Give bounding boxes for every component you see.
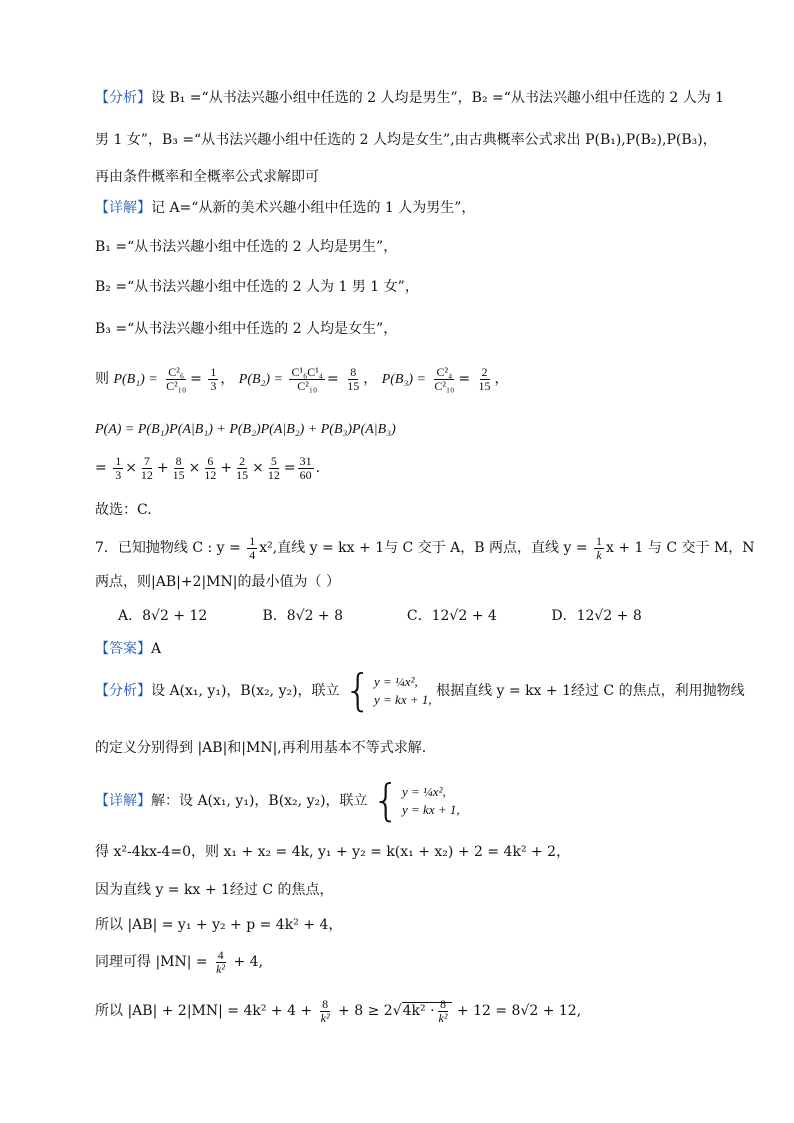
pb2-label: P(B₂) = (238, 372, 284, 387)
total-probability-formula: P(A) = P(B₁)P(A|B₁) + P(B₂)P(A|B₂) + P(B₃)P(A|B₃) (95, 422, 396, 437)
total-probability-result: = $\frac{1}{3}$ × $\frac{7}{12}$ + $\frac{8}{15}$ × $\frac{6}{12}$ + $\frac{2}{15}$ × $\frac{5}{12}$ = $\frac{31}{60}$ . (95, 453, 321, 482)
fraction-1-3: $\frac{1}{3}$ (210, 364, 217, 393)
analysis-line-1 (95, 88, 724, 108)
fraction-2-15: $\frac{2}{15}$ (478, 364, 491, 393)
option-d: D．12√2 + 8 (551, 608, 642, 624)
question-7-options (118, 606, 691, 626)
detail-tag: 【详解】 (95, 200, 151, 216)
question-7-line-2: 两点，则|AB|+2|MN|的最小值为（ ） (95, 574, 340, 590)
analysis-line-3 (95, 167, 319, 187)
analysis-tag: 【分析】 (95, 90, 151, 106)
pb1-label: P(B₁) = (113, 372, 158, 387)
fraction-8-15: $\frac{8}{15}$ (347, 364, 360, 393)
analysis2-line-1: 【分析】设 A(x₁, y₁)，B(x₂, y₂)，联立 { y = ¼x², y = kx + 1, 根据直线 y = kx + 1经过 C 的焦点，利用抛物线 (95, 665, 745, 716)
question-7-line-1: 7．已知抛物线 C : y = $\frac{1}{4}$ x²,直线 y = kx + 1与 C 交于 A，B 两点，直线 y = $\frac{1}{k}$ x + 1 与 C 交于 M，N (95, 533, 755, 562)
detail-text-1: 记 A=“从新的美术兴趣小组中任选的 1 人为男生”， (151, 200, 476, 216)
fraction-c62-c102: $\frac{\text{C²₆}}{\text{C²₁₀}}$ (166, 364, 187, 393)
analysis-line-2 (95, 130, 717, 150)
detail2-line-2: 得 x²-4kx-4=0，则 x₁ + x₂ = 4k, y₁ + y₂ = k(x₁ + x₂) + 2 = 4k² + 2， (95, 844, 571, 860)
event-b3: B₃ =“从书法兴趣小组中任选的 2 人均是女生”， (95, 321, 398, 337)
detail2-line-1: 【详解】解：设 A(x₁, y₁)，B(x₂, y₂)，联立 { y = ¼x², y = kx + 1, (95, 775, 460, 826)
option-c: C．12√2 + 4 (406, 608, 497, 624)
analysis-text-3: 再由条件概率和全概率公式求解即可 (95, 169, 319, 185)
answer-line (95, 639, 161, 659)
event-b1: B₁ =“从书法兴趣小组中任选的 2 人均是男生”， (95, 239, 398, 255)
probability-line: 则 P(B₁) = $\frac{\text{C²₆}}{\text{C²₁₀}}$ = $\frac{1}{3}$ ， P(B₂) = $\frac{\text{C¹₆C¹₄}}{\text{C²₁₀}}$ = $\frac{8}{15}$ ， P(B₃) = $\frac{\text{C²₄}}{\text{C²₁₀}}$ = $\frac{2}{15}$ ， (95, 364, 509, 393)
fraction-c61c41-c102: $\frac{\text{C¹₆C¹₄}}{\text{C²₁₀}}$ (291, 364, 324, 393)
choose-text: 故选：C. (95, 502, 152, 518)
answer-value: A (151, 641, 162, 657)
event-b2: B₂ =“从书法兴趣小组中任选的 2 人为 1 男 1 女”， (95, 279, 419, 295)
pb3-label: P(B₃) = (381, 372, 426, 387)
detail2-line-5: 同理可得 |MN| = $\frac{4}{\text{k²}}$ + 4, (95, 947, 264, 976)
detail2-line-6: 所以 |AB| + 2|MN| = 4k² + 4 + $\frac{8}{\text{k²}}$ + 8 ≥ 2√4k² · $\frac{8}{\text{k²}}$ + 12 = 8√2 + 12, (95, 996, 582, 1025)
detail2-line-3: 因为直线 y = kx + 1经过 C 的焦点， (95, 882, 334, 898)
option-b: B．8√2 + 8 (262, 608, 344, 624)
detail-line-1 (95, 198, 475, 218)
analysis-text-2: 男 1 女”，B₃ =“从书法兴趣小组中任选的 2 人均是女生”,由古典概率公式求出 P(B₁),P(B₂),P(B₃)， (95, 132, 717, 148)
option-a: A．8√2 + 12 (118, 608, 208, 624)
fraction-c42-c102: $\frac{\text{C²₄}}{\text{C²₁₀}}$ (434, 364, 455, 393)
answer-tag: 【答案】 (95, 641, 151, 657)
analysis2-line-2: 的定义分别得到 |AB|和|MN|,再利用基本不等式求解. (95, 740, 427, 756)
then-text: 则 (95, 371, 109, 387)
detail2-line-4: 所以 |AB| = y₁ + y₂ + p = 4k² + 4， (95, 917, 343, 933)
analysis-text-1: 设 B₁ =“从书法兴趣小组中任选的 2 人均是男生”，B₂ =“从书法兴趣小组中任选的 2 人为 1 (151, 90, 725, 106)
